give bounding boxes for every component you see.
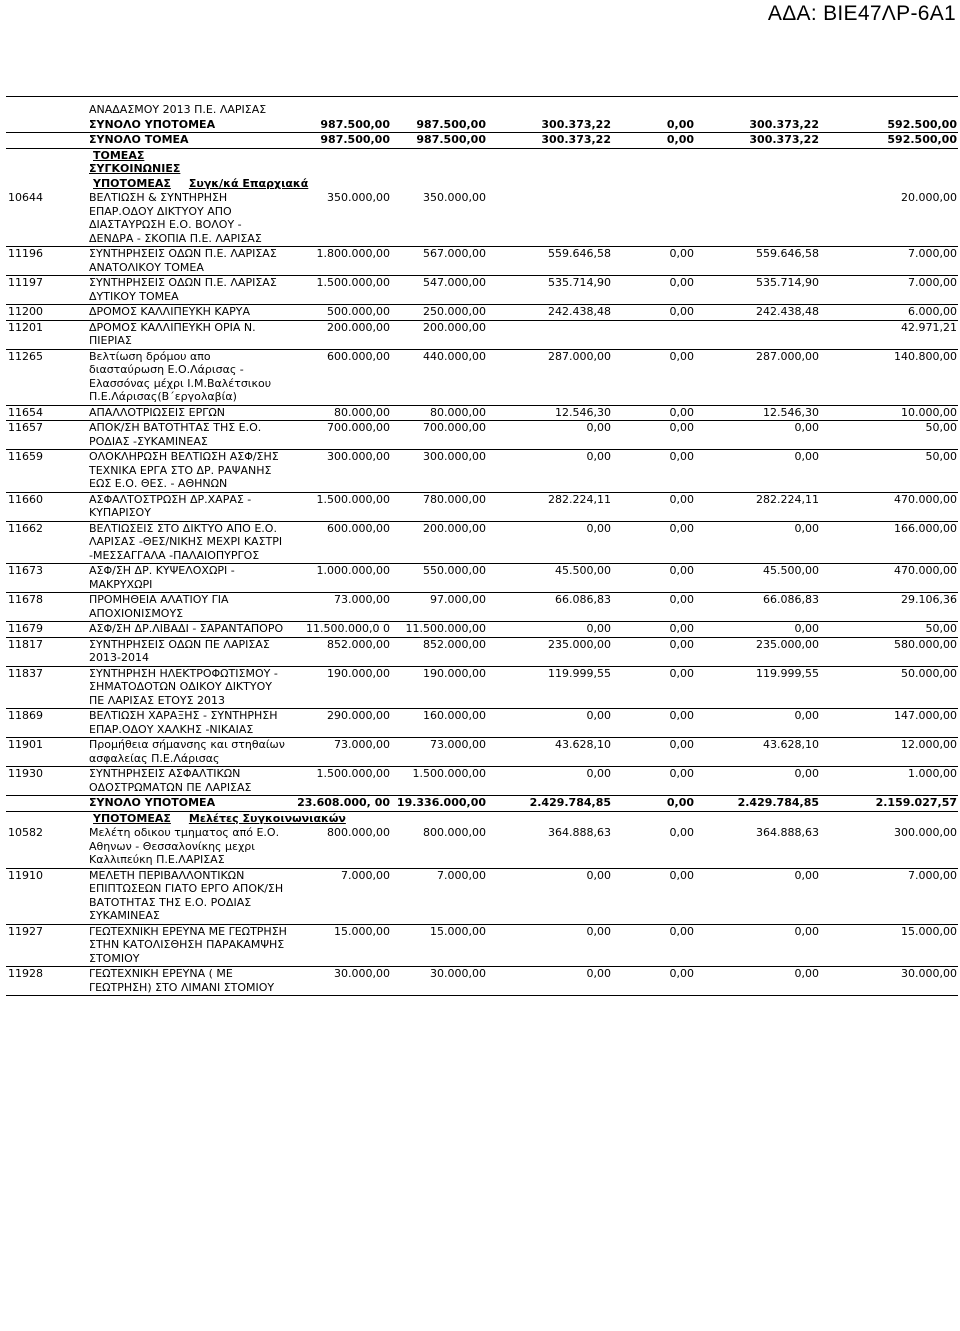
project-value-v6: 147.000,00 bbox=[894, 709, 957, 722]
project-code: 11679 bbox=[8, 622, 43, 635]
project-row bbox=[6, 738, 958, 767]
project-value-v6: 580.000,00 bbox=[894, 637, 957, 651]
project-value-v2: 7.000,00 bbox=[437, 868, 486, 882]
project-description: ΒΕΛΤΙΩΣΗ & ΣΥΝΤΗΡΗΣΗ ΕΠΑΡ.ΟΔΟΥ ΔΙΚΤΥΟΥ ΑΠΟ ΔΙΑΣΤΑΥΡΩΣΗ Ε.Ο. ΒΟΛΟΥ - ΔΕΝΔΡΑ - ΣΚΟΠΙΑ Π.Ε. ΛΑΡΙΣΑΣ bbox=[89, 191, 262, 245]
subsector-label: ΥΠΟΤΟΜΕΑΣ bbox=[93, 176, 171, 190]
project-value-v4: 0,00 bbox=[669, 666, 694, 680]
sector-name: ΣΥΓΚΟΙΝΩΝΙΕΣ bbox=[89, 162, 181, 175]
project-description: ΟΛΟΚΛΗΡΩΣΗ ΒΕΛΤΙΩΣΗ ΑΣΦ/ΣΗΣ ΤΕΧΝΙΚΑ ΕΡΓΑ ΣΤΟ ΔΡ. ΡΑΨΑΝΗΣ ΕΩΣ Ε.Ο. ΘΕΣ. - ΑΘΗΝΩΝ bbox=[89, 450, 279, 490]
project-value-v3: 235.000,00 bbox=[548, 637, 611, 651]
project-value-v2: 800.000,00 bbox=[423, 826, 486, 839]
project-value-v6: 6.000,00 bbox=[908, 305, 957, 318]
project-value-v3: 0,00 bbox=[586, 967, 611, 980]
empty-cell bbox=[6, 133, 87, 149]
project-code: 11659 bbox=[8, 450, 43, 463]
project-description: ΔΡΟΜΟΣ ΚΑΛΛΙΠΕΥΚΗ ΟΡΙΑ Ν. ΠΙΕΡΙΑΣ bbox=[89, 320, 256, 347]
project-code: 11869 bbox=[8, 709, 43, 722]
project-code: 11910 bbox=[8, 868, 43, 882]
project-value-v1: 190.000,00 bbox=[327, 666, 390, 680]
total-value-v1: 23.608.000, 00 bbox=[297, 796, 390, 809]
total-value-v6: 592.500,00 bbox=[887, 133, 957, 146]
empty-cell bbox=[487, 103, 612, 118]
project-description: ΓΕΩΤΕΧΝΙΚΗ ΕΡΕΥΝΑ ( ΜΕ ΓΕΩΤΡΗΣΗ) ΣΤΟ ΛΙΜΑΝΙ ΣΤΟΜΙΟΥ bbox=[89, 967, 275, 994]
project-value-v6: 15.000,00 bbox=[901, 924, 957, 938]
project-value-v1: 350.000,00 bbox=[327, 191, 390, 204]
project-value-v5 bbox=[695, 191, 820, 247]
total-value-v5: 300.373,22 bbox=[749, 133, 819, 146]
project-value-v4: 0,00 bbox=[669, 349, 694, 363]
project-value-v6: 50,00 bbox=[925, 421, 957, 434]
project-value-v4: 0,00 bbox=[669, 622, 694, 635]
project-row bbox=[6, 593, 958, 622]
project-description: ΣΥΝΤΗΡΗΣΕΙΣ ΟΔΩΝ Π.Ε. ΛΑΡΙΣΑΣ ΑΝΑΤΟΛΙΚΟΥ ΤΟΜΕΑ bbox=[89, 247, 277, 274]
empty-cell bbox=[612, 103, 695, 118]
project-value-v1: 1.800.000,00 bbox=[316, 247, 390, 260]
project-description: ΑΣΦ/ΣΗ ΔΡ.ΛΙΒΑΔΙ - ΣΑΡΑΝΤΑΠΟΡΟ bbox=[89, 622, 284, 635]
project-value-v2: 15.000,00 bbox=[430, 924, 486, 938]
project-value-v3: 242.438,48 bbox=[548, 305, 611, 318]
total-value-v1: 987.500,00 bbox=[320, 117, 390, 131]
project-row bbox=[6, 709, 958, 738]
project-value-v3: 0,00 bbox=[586, 622, 611, 635]
project-value-v3: 559.646,58 bbox=[548, 247, 611, 260]
project-description: ΣΥΝΤΗΡΗΣΕΙΣ ΟΔΩΝ Π.Ε. ΛΑΡΙΣΑΣ ΔΥΤΙΚΟΥ ΤΟΜΕΑ bbox=[89, 276, 277, 303]
project-value-v6: 42.971,21 bbox=[901, 320, 957, 334]
project-value-v6: 30.000,00 bbox=[901, 967, 957, 980]
sector-heading bbox=[87, 148, 958, 177]
total-value-v6: 2.159.027,57 bbox=[875, 796, 957, 809]
total-value-v5: 300.373,22 bbox=[749, 117, 819, 131]
project-description: ΓΕΩΤΕΧΝΙΚΗ ΕΡΕΥΝΑ ΜΕ ΓΕΩΤΡΗΣΗ ΣΤΗΝ ΚΑΤΟΛΙΣΘΗΣΗ ΠΑΡΑΚΑΜΨΗΣ ΣΤΟΜΙΟΥ bbox=[89, 924, 287, 965]
project-value-v3: 0,00 bbox=[586, 521, 611, 535]
project-value-v2: 852.000,00 bbox=[423, 637, 486, 651]
project-value-v5: 242.438,48 bbox=[756, 305, 819, 318]
project-code: 11662 bbox=[8, 521, 43, 535]
project-value-v5: 0,00 bbox=[794, 767, 819, 780]
subsector-heading bbox=[87, 177, 958, 192]
project-value-v1: 1.500.000,00 bbox=[316, 492, 390, 506]
project-value-v1: 300.000,00 bbox=[327, 450, 390, 463]
project-value-v2: 1.500.000,00 bbox=[412, 767, 486, 780]
top-rule bbox=[6, 96, 958, 97]
project-value-v1: 600.000,00 bbox=[327, 349, 390, 363]
subsector-name: Συγκ/κά Επαρχιακά bbox=[188, 176, 309, 190]
project-value-v5: 43.628,10 bbox=[763, 738, 819, 751]
empty-cell bbox=[6, 177, 87, 192]
project-value-v6: 140.800,00 bbox=[894, 349, 957, 363]
project-value-v3 bbox=[487, 191, 612, 247]
project-row bbox=[6, 191, 958, 247]
total-row bbox=[6, 796, 958, 812]
project-value-v3: 0,00 bbox=[586, 450, 611, 463]
project-value-v2: 440.000,00 bbox=[423, 349, 486, 363]
empty-cell bbox=[6, 148, 87, 177]
project-value-v4: 0,00 bbox=[669, 967, 694, 980]
project-value-v6: 12.000,00 bbox=[901, 738, 957, 751]
project-code: 11928 bbox=[8, 967, 43, 980]
project-value-v5: 282.224,11 bbox=[756, 492, 819, 506]
project-value-v6: 470.000,00 bbox=[894, 492, 957, 506]
project-value-v6: 7.000,00 bbox=[908, 276, 957, 289]
continuation-row bbox=[6, 103, 958, 118]
project-value-v4: 0,00 bbox=[669, 564, 694, 577]
total-value-v2: 987.500,00 bbox=[416, 117, 486, 131]
project-value-v2: 30.000,00 bbox=[430, 967, 486, 980]
project-value-v6: 1.000,00 bbox=[908, 767, 957, 780]
project-code: 10582 bbox=[8, 826, 43, 839]
project-description: ΣΥΝΤΗΡΗΣΗ ΗΛΕΚΤΡΟΦΩΤΙΣΜΟΥ - ΣΗΜΑΤΟΔΟΤΩΝ ΟΔΙΚΟΥ ΔΙΚΤΥΟΥ ΠΕ ΛΑΡΙΣΑΣ ΕΤΟΥΣ 2013 bbox=[89, 666, 278, 707]
project-row bbox=[6, 305, 958, 321]
project-value-v3: 0,00 bbox=[586, 868, 611, 882]
project-row bbox=[6, 637, 958, 666]
sector-heading-row bbox=[6, 148, 958, 177]
project-value-v4: 0,00 bbox=[669, 492, 694, 506]
project-value-v6: 50,00 bbox=[925, 450, 957, 463]
project-value-v3: 0,00 bbox=[586, 767, 611, 780]
project-value-v1: 80.000,00 bbox=[334, 405, 390, 419]
project-value-v3: 66.086,83 bbox=[555, 593, 611, 606]
project-value-v2: 97.000,00 bbox=[430, 593, 486, 606]
project-row bbox=[6, 405, 958, 421]
project-code: 10644 bbox=[8, 191, 43, 204]
project-value-v3 bbox=[487, 320, 612, 349]
project-value-v5: 0,00 bbox=[794, 924, 819, 938]
project-value-v5: 0,00 bbox=[794, 521, 819, 535]
project-value-v4: 0,00 bbox=[669, 247, 694, 260]
project-value-v6: 7.000,00 bbox=[908, 247, 957, 260]
project-row bbox=[6, 521, 958, 564]
project-value-v4: 0,00 bbox=[669, 305, 694, 318]
project-description: ΑΠΟΚ/ΣΗ ΒΑΤΟΤΗΤΑΣ ΤΗΣ Ε.Ο. ΡΟΔΙΑΣ -ΣΥΚΑΜΙΝΕΑΣ bbox=[89, 421, 262, 448]
project-code: 11927 bbox=[8, 924, 43, 938]
total-value-v2: 987.500,00 bbox=[416, 133, 486, 146]
project-value-v3: 0,00 bbox=[586, 924, 611, 938]
project-value-v5: 364.888,63 bbox=[756, 826, 819, 839]
project-value-v6: 50.000,00 bbox=[901, 666, 957, 680]
project-value-v1: 1.500.000,00 bbox=[316, 767, 390, 780]
empty-cell bbox=[820, 103, 958, 118]
project-value-v3: 0,00 bbox=[586, 709, 611, 722]
project-value-v3: 119.999,55 bbox=[548, 666, 611, 680]
project-row bbox=[6, 666, 958, 709]
project-value-v1: 800.000,00 bbox=[327, 826, 390, 839]
project-value-v5: 0,00 bbox=[794, 421, 819, 434]
project-value-v2: 547.000,00 bbox=[423, 276, 486, 289]
empty-cell bbox=[6, 796, 87, 812]
total-value-v4: 0,00 bbox=[666, 133, 694, 146]
project-value-v1: 1.500.000,00 bbox=[316, 276, 390, 289]
project-value-v1: 73.000,00 bbox=[334, 593, 390, 606]
total-label: ΣΥΝΟΛΟ ΥΠΟΤΟΜΕΑ bbox=[89, 117, 216, 131]
project-value-v1: 290.000,00 bbox=[327, 709, 390, 722]
total-value-v4: 0,00 bbox=[666, 117, 694, 131]
project-value-v4: 0,00 bbox=[669, 276, 694, 289]
project-value-v2: 780.000,00 bbox=[423, 492, 486, 506]
project-value-v3: 364.888,63 bbox=[548, 826, 611, 839]
project-value-v1: 700.000,00 bbox=[327, 421, 390, 434]
project-value-v5: 559.646,58 bbox=[756, 247, 819, 260]
project-value-v6: 166.000,00 bbox=[894, 521, 957, 535]
project-value-v1: 600.000,00 bbox=[327, 521, 390, 535]
project-description: ΒΕΛΤΙΩΣΕΙΣ ΣΤΟ ΔΙΚΤΥΟ ΑΠΟ Ε.Ο. ΛΑΡΙΣΑΣ -ΘΕΣ/ΝΙΚΗΣ ΜΕΧΡΙ ΚΑΣΤΡΙ -ΜΕΣΣΑΓΓΑΛΑ -ΠΑΛΑΙΟΠΥΡΓΟΣ bbox=[89, 521, 283, 562]
project-value-v5: 0,00 bbox=[794, 622, 819, 635]
project-code: 11901 bbox=[8, 738, 43, 751]
total-value-v3: 300.373,22 bbox=[541, 133, 611, 146]
project-description: Μελέτη οδικου τμηματος από Ε.Ο. Αθηνων - Θεσσαλονίκης μεχρι Καλλιπεύκη Π.Ε.ΛΑΡΙΣΑΣ bbox=[89, 826, 280, 866]
project-row bbox=[6, 349, 958, 405]
total-label: ΣΥΝΟΛΟ ΥΠΟΤΟΜΕΑ bbox=[89, 796, 216, 809]
project-row bbox=[6, 967, 958, 996]
total-value-v5: 2.429.784,85 bbox=[737, 796, 819, 809]
total-label: ΣΥΝΟΛΟ ΤΟΜΕΑ bbox=[89, 133, 189, 146]
project-value-v4 bbox=[612, 191, 695, 247]
project-value-v5: 66.086,83 bbox=[763, 593, 819, 606]
project-code: 11657 bbox=[8, 421, 43, 434]
project-value-v2: 567.000,00 bbox=[423, 247, 486, 260]
project-value-v4: 0,00 bbox=[669, 924, 694, 938]
project-value-v6: 470.000,00 bbox=[894, 564, 957, 577]
project-description: ΑΣΦΑΛΤΟΣΤΡΩΣΗ ΔΡ.ΧΑΡΑΣ - ΚΥΠΑΡΙΣΟΥ bbox=[89, 492, 252, 519]
project-value-v4: 0,00 bbox=[669, 405, 694, 419]
project-value-v3: 535.714,90 bbox=[548, 276, 611, 289]
total-row bbox=[6, 133, 958, 149]
project-value-v4: 0,00 bbox=[669, 593, 694, 606]
project-row bbox=[6, 492, 958, 521]
project-value-v2: 200.000,00 bbox=[423, 521, 486, 535]
project-value-v2: 73.000,00 bbox=[430, 738, 486, 751]
project-value-v5 bbox=[695, 320, 820, 349]
project-value-v1: 1.000.000,00 bbox=[316, 564, 390, 577]
project-value-v4 bbox=[612, 320, 695, 349]
budget-rows bbox=[6, 103, 958, 996]
project-row bbox=[6, 622, 958, 638]
project-description: ΑΣΦ/ΣΗ ΔΡ. ΚΥΨΕΛΟΧΩΡΙ - ΜΑΚΡΥΧΩΡΙ bbox=[89, 564, 235, 591]
project-code: 11837 bbox=[8, 666, 43, 680]
project-value-v1: 11.500.000,0 0 bbox=[306, 622, 390, 635]
project-row bbox=[6, 767, 958, 796]
total-value-v4: 0,00 bbox=[666, 796, 694, 809]
project-value-v4: 0,00 bbox=[669, 521, 694, 535]
project-value-v2: 11.500.000,00 bbox=[405, 622, 486, 635]
project-value-v1: 15.000,00 bbox=[334, 924, 390, 938]
project-row bbox=[6, 450, 958, 493]
project-description: ΣΥΝΤΗΡΗΣΕΙΣ ΑΣΦΑΛΤΙΚΩΝ ΟΔΟΣΤΡΩΜΑΤΩΝ ΠΕ ΛΑΡΙΣΑΣ bbox=[89, 767, 252, 794]
total-value-v3: 300.373,22 bbox=[541, 117, 611, 131]
empty-cell bbox=[6, 118, 87, 133]
project-code: 11678 bbox=[8, 593, 43, 606]
total-value-v3: 2.429.784,85 bbox=[529, 796, 611, 809]
project-code: 11654 bbox=[8, 405, 43, 419]
project-row bbox=[6, 868, 958, 924]
project-value-v1: 852.000,00 bbox=[327, 637, 390, 651]
project-value-v4: 0,00 bbox=[669, 637, 694, 651]
project-row bbox=[6, 320, 958, 349]
project-value-v3: 287.000,00 bbox=[548, 349, 611, 363]
project-value-v5: 0,00 bbox=[794, 450, 819, 463]
project-value-v2: 550.000,00 bbox=[423, 564, 486, 577]
project-value-v5: 45.500,00 bbox=[763, 564, 819, 577]
project-value-v5: 535.714,90 bbox=[756, 276, 819, 289]
project-value-v5: 119.999,55 bbox=[756, 666, 819, 680]
project-value-v1: 30.000,00 bbox=[334, 967, 390, 980]
project-row bbox=[6, 421, 958, 450]
budget-table bbox=[6, 103, 958, 996]
project-value-v2: 160.000,00 bbox=[423, 709, 486, 722]
project-value-v6: 7.000,00 bbox=[908, 868, 957, 882]
project-value-v4: 0,00 bbox=[669, 868, 694, 882]
project-row bbox=[6, 826, 958, 868]
project-value-v6: 50,00 bbox=[925, 622, 957, 635]
project-code: 11673 bbox=[8, 564, 43, 577]
ada-code: ΑΔΑ: ΒΙΕ47ΛΡ-6Α1 bbox=[767, 2, 956, 25]
project-row bbox=[6, 247, 958, 276]
project-value-v3: 282.224,11 bbox=[548, 492, 611, 506]
project-code: 11197 bbox=[8, 276, 43, 289]
project-description: Βελτίωση δρόμου απο διασταύρωση Ε.Ο.Λάρισας - Ελασσόνας μέχρι Ι.Μ.Βαλέτσικου Π.Ε.Λάρισας(Β΄εργολαβία) bbox=[89, 349, 272, 403]
project-value-v2: 350.000,00 bbox=[423, 191, 486, 204]
project-row bbox=[6, 924, 958, 967]
empty-cell bbox=[695, 103, 820, 118]
empty-cell bbox=[6, 811, 87, 826]
project-value-v4: 0,00 bbox=[669, 450, 694, 463]
project-code: 11660 bbox=[8, 492, 43, 506]
empty-cell bbox=[290, 103, 391, 118]
empty-cell bbox=[6, 103, 87, 118]
project-value-v6: 20.000,00 bbox=[901, 191, 957, 204]
project-value-v4: 0,00 bbox=[669, 767, 694, 780]
project-row bbox=[6, 564, 958, 593]
sector-label: ΤΟΜΕΑΣ bbox=[93, 148, 145, 162]
project-description: ΣΥΝΤΗΡΗΣΕΙΣ ΟΔΩΝ ΠΕ ΛΑΡΙΣΑΣ 2013-2014 bbox=[89, 637, 270, 664]
project-value-v5: 0,00 bbox=[794, 709, 819, 722]
project-value-v3: 43.628,10 bbox=[555, 738, 611, 751]
project-row bbox=[6, 276, 958, 305]
project-value-v2: 200.000,00 bbox=[423, 320, 486, 334]
project-value-v2: 190.000,00 bbox=[423, 666, 486, 680]
project-value-v2: 250.000,00 bbox=[423, 305, 486, 318]
project-description: ΠΡΟΜΗΘΕΙΑ ΑΛΑΤΙΟΥ ΓΙΑ ΑΠΟΧΙΟΝΙΣΜΟΥΣ bbox=[89, 593, 229, 620]
total-value-v2: 19.336.000,00 bbox=[396, 796, 486, 809]
project-value-v3: 12.546,30 bbox=[555, 405, 611, 419]
empty-cell bbox=[391, 103, 487, 118]
project-description: ΔΡΟΜΟΣ ΚΑΛΛΙΠΕΥΚΗ ΚΑΡΥΑ bbox=[89, 305, 250, 318]
project-value-v4: 0,00 bbox=[669, 709, 694, 722]
project-value-v1: 7.000,00 bbox=[341, 868, 390, 882]
project-value-v4: 0,00 bbox=[669, 826, 694, 839]
project-value-v1: 500.000,00 bbox=[327, 305, 390, 318]
project-code: 11200 bbox=[8, 305, 43, 318]
project-code: 11817 bbox=[8, 637, 43, 651]
subsector-heading-row bbox=[6, 811, 958, 826]
subsector-name: Μελέτες Συγκοινωνιακών bbox=[188, 811, 346, 825]
project-description: ΜΕΛΕΤΗ ΠΕΡΙΒΑΛΛΟΝΤΙΚΩΝ ΕΠΙΠΤΩΣΕΩΝ ΓΙΑΤΟ ΕΡΓΟ ΑΠΟΚ/ΣΗ ΒΑΤΟΤΗΤΑΣ ΤΗΣ Ε.Ο. ΡΟΔΙΑΣ ΣΥΚΑΜΙΝΕΑΣ bbox=[89, 868, 284, 922]
subsector-heading-row bbox=[6, 177, 958, 192]
project-value-v5: 287.000,00 bbox=[756, 349, 819, 363]
project-value-v2: 80.000,00 bbox=[430, 405, 486, 419]
total-row bbox=[6, 118, 958, 133]
project-description: ΒΕΛΤΙΩΣΗ ΧΑΡΑΞΗΣ - ΣΥΝΤΗΡΗΣΗ ΕΠΑΡ.ΟΔΟΥ ΧΑΛΚΗΣ -ΝΙΚΑΙΑΣ bbox=[89, 709, 278, 736]
project-value-v2: 700.000,00 bbox=[423, 421, 486, 434]
project-value-v5: 0,00 bbox=[794, 967, 819, 980]
total-value-v6: 592.500,00 bbox=[887, 117, 957, 131]
project-value-v3: 0,00 bbox=[586, 421, 611, 434]
project-value-v4: 0,00 bbox=[669, 738, 694, 751]
row-description: ΑΝΑΔΑΣΜΟΥ 2013 Π.Ε. ΛΑΡΙΣΑΣ bbox=[89, 103, 267, 116]
project-value-v6: 29.106,36 bbox=[901, 593, 957, 606]
project-description: Προμήθεια σήμανσης και στηθαίων ασφαλείας Π.Ε.Λάρισας bbox=[89, 738, 285, 765]
project-value-v5: 0,00 bbox=[794, 868, 819, 882]
total-value-v1: 987.500,00 bbox=[320, 133, 390, 146]
project-value-v6: 300.000,00 bbox=[894, 826, 957, 839]
project-code: 11265 bbox=[8, 349, 43, 363]
subsector-heading bbox=[87, 811, 958, 826]
project-value-v5: 12.546,30 bbox=[763, 405, 819, 419]
project-value-v1: 200.000,00 bbox=[327, 320, 390, 334]
project-value-v3: 45.500,00 bbox=[555, 564, 611, 577]
project-code: 11196 bbox=[8, 247, 43, 260]
project-value-v6: 10.000,00 bbox=[901, 405, 957, 419]
project-code: 11201 bbox=[8, 320, 43, 334]
project-value-v4: 0,00 bbox=[669, 421, 694, 434]
project-code: 11930 bbox=[8, 767, 43, 780]
subsector-label: ΥΠΟΤΟΜΕΑΣ bbox=[93, 811, 171, 825]
project-value-v1: 73.000,00 bbox=[334, 738, 390, 751]
project-value-v5: 235.000,00 bbox=[756, 637, 819, 651]
project-description: ΑΠΑΛΛΟΤΡΙΩΣΕΙΣ ΕΡΓΩΝ bbox=[89, 405, 225, 419]
project-value-v2: 300.000,00 bbox=[423, 450, 486, 463]
